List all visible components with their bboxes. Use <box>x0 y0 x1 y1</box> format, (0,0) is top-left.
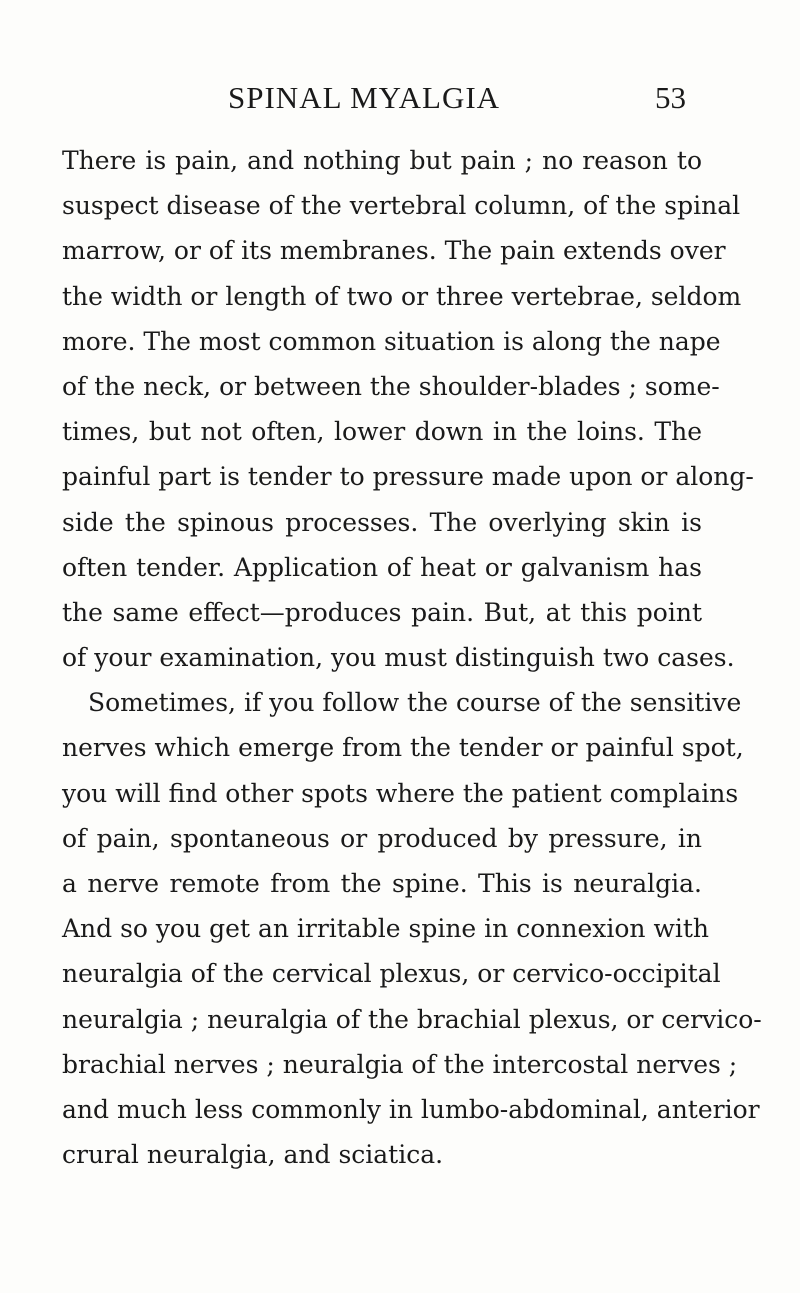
text-line: And so you get an irritable spine in connexion with <box>62 914 709 944</box>
text-line: of your examination, you must distinguish two cases. <box>62 643 735 673</box>
text-line: often tender. Application of heat or galvanism has <box>62 552 702 582</box>
text-line: suspect disease of the vertebral column, of the spinal <box>62 191 741 221</box>
text-line: you will find other spots where the patient complains <box>62 778 739 808</box>
text-line: crural neuralgia, and sciatica. <box>62 1140 444 1170</box>
text-line: and much less commonly in lumbo-abdominal, anterior <box>62 1094 760 1124</box>
text-line: times, but not often, lower down in the loins. The <box>62 417 702 447</box>
text-line: a nerve remote from the spine. This is neuralgia. <box>62 869 702 898</box>
text-line: of pain, spontaneous or produced by pressure, in <box>62 823 702 853</box>
text-line: of the neck, or between the shoulder-blades ; some- <box>62 371 720 401</box>
text-line: side the spinous processes. The overlying skin is <box>62 507 702 537</box>
text-line: marrow, or of its membranes. The pain extends over <box>62 236 726 266</box>
page-number: 53 <box>655 80 686 115</box>
text-line: There is pain, and nothing but pain ; no reason to <box>62 146 702 175</box>
body-text <box>62 138 762 1177</box>
text-line: painful part is tender to pressure made upon or along- <box>62 462 754 492</box>
text-line: the width or length of two or three vertebrae, seldom <box>62 281 742 311</box>
text-line: neuralgia ; neuralgia of the brachial plexus, or cervico- <box>62 1004 762 1034</box>
text-line: neuralgia of the cervical plexus, or cervico-occipital <box>62 959 721 989</box>
running-head <box>0 78 800 118</box>
text-line: brachial nerves ; neuralgia of the intercostal nerves ; <box>62 1049 738 1079</box>
text-line: the same effect—produces pain. But, at this point <box>62 597 702 627</box>
running-title: SPINAL MYALGIA <box>228 80 501 115</box>
text-line: Sometimes, if you follow the course of the sensitive <box>88 688 742 718</box>
text-line: nerves which emerge from the tender or painful spot, <box>62 733 744 763</box>
text-line: more. The most common situation is along the nape <box>62 326 721 356</box>
